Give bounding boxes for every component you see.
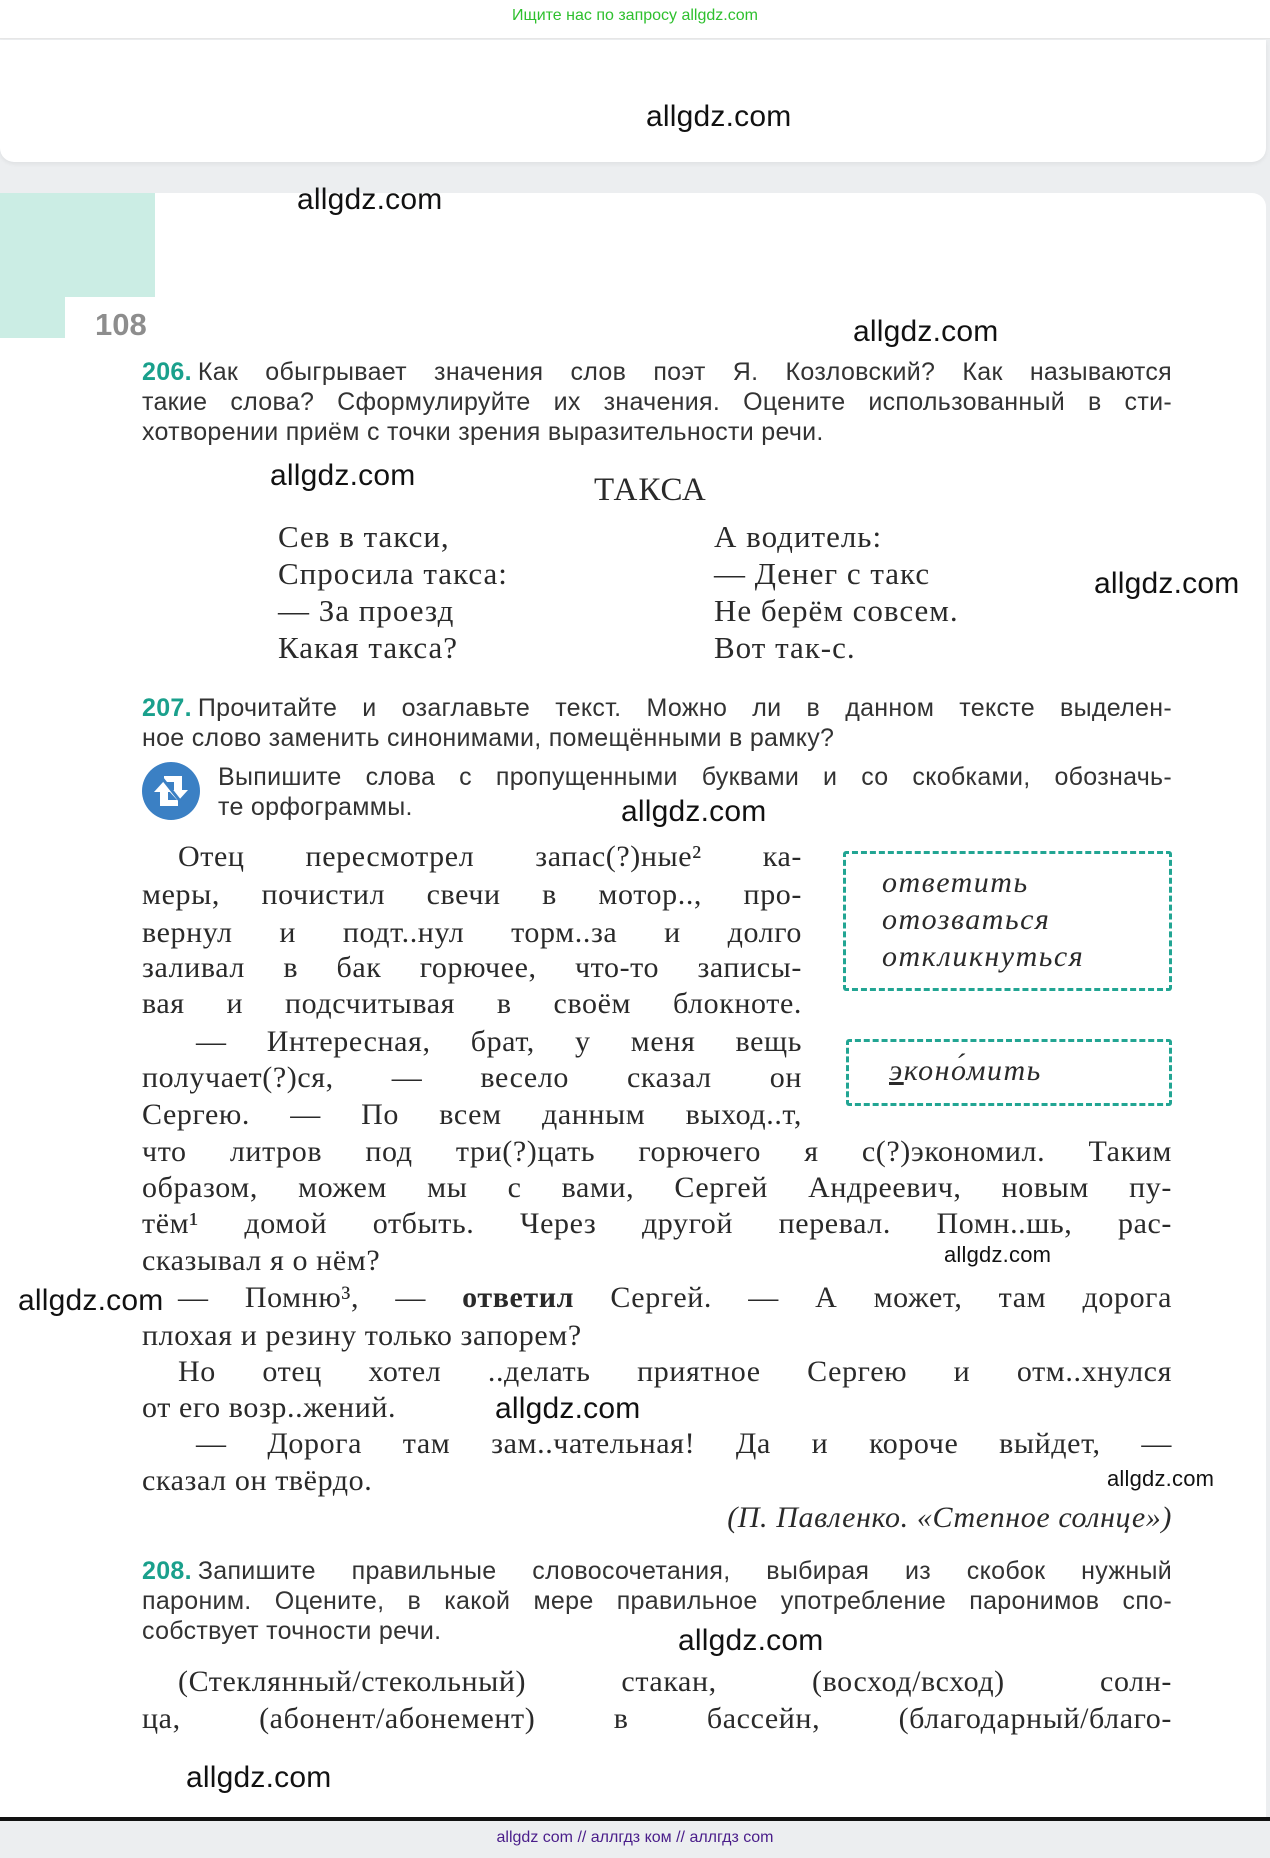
top-banner <box>0 0 1270 39</box>
task-number: 208. <box>142 1557 192 1585</box>
text-line: — Дорога там зам..чательная! Да и короче выйдет, — <box>196 1427 1172 1460</box>
task-line: 208. Запишите правильные словосочетания, выбирая из скобок нужный <box>142 1557 1172 1585</box>
poem-line: Сев в такси, <box>278 519 450 554</box>
footer-text: allgdz com // аллгдз ком // аллгдз com <box>496 1829 774 1846</box>
task-line: собствует точности речи. <box>142 1617 442 1645</box>
poem-line: — За проезд <box>278 593 455 628</box>
synonym-word: откликнуться <box>882 940 1085 973</box>
watermark: allgdz.com <box>678 1624 824 1657</box>
page-corner-decor <box>0 193 155 297</box>
task-208-prompt <box>142 1556 1172 1646</box>
synonym-word: отозваться <box>882 903 1051 936</box>
task-line: 207. Прочитайте и озаглавьте текст. Можно ли в данном тексте выделен- <box>142 694 1172 722</box>
task-line: хотворении приём с точки зрения выразительности речи. <box>142 418 824 446</box>
poem-column-left <box>278 518 508 666</box>
text-line-highlighted: — Помню³, — ответил Сергей. — А может, там дорога <box>178 1281 1172 1314</box>
highlighted-word: ответил <box>462 1281 575 1314</box>
task-line: те орфограммы. <box>218 793 413 821</box>
ad-card <box>0 40 1266 162</box>
repeat-arrows-icon <box>142 762 200 820</box>
text-line: сказал он твёрдо. <box>142 1464 373 1497</box>
text-line: — Интересная, брат, у меня вещь <box>196 1025 802 1058</box>
text-line: Сергею. — По всем данным выход..т, <box>142 1098 802 1131</box>
text-line: меры, почистил свечи в мотор.., про- <box>142 878 802 911</box>
page-number: 108 <box>95 307 147 342</box>
watermark: allgdz.com <box>621 795 767 828</box>
watermark: allgdz.com <box>853 315 999 348</box>
page-corner-decor-tab <box>0 297 65 338</box>
text-line: получает(?)ся, — весело сказал он <box>142 1061 802 1094</box>
synonym-word: ответить <box>882 866 1029 899</box>
text-line: (Стеклянный/стекольный) стакан, (восход/всход) солн- <box>178 1665 1172 1698</box>
accent-word: эконо́мить <box>889 1054 1042 1087</box>
text-line: вая и подсчитывая в своём блокноте. <box>142 987 802 1020</box>
text-line: образом, можем мы с вами, Сергей Андреевич, новым пу- <box>142 1171 1172 1204</box>
text-line: плохая и резину только запорем? <box>142 1319 582 1352</box>
synonym-box <box>843 851 1172 991</box>
poem-line: Не берём совсем. <box>714 593 959 628</box>
poem-line: Спросила такса: <box>278 556 508 591</box>
attribution: (П. Павленко. «Степное солнце») <box>727 1501 1172 1534</box>
task-207-prompt <box>142 693 1172 753</box>
watermark: allgdz.com <box>297 183 443 216</box>
text-line: вернул и подт..нул торм..за и долго <box>142 916 802 949</box>
text-line: что литров под три(?)цать горючего я с(?)экономил. Таким <box>142 1135 1172 1168</box>
watermark: allgdz.com <box>1094 567 1240 600</box>
poem-line: Вот так-с. <box>714 630 856 665</box>
task-line: ное слово заменить синонимами, помещёнными в рамку? <box>142 724 835 752</box>
accent-box <box>846 1039 1172 1106</box>
watermark: allgdz.com <box>18 1284 164 1317</box>
poem-title: ТАКСА <box>594 472 707 508</box>
watermark: allgdz.com <box>646 100 792 133</box>
text-line: ца, (абонент/абонемент) в бассейн, (благодарный/благо- <box>142 1702 1172 1735</box>
text-line: сказывал я о нём? <box>142 1244 381 1277</box>
text-line: Отец пересмотрел запас(?)ные² ка- <box>178 840 802 873</box>
text-line: тём¹ домой отбыть. Через другой перевал. Помн..шь, рас- <box>142 1207 1172 1240</box>
poem-line: А водитель: <box>714 519 883 554</box>
watermark: allgdz.com <box>186 1761 332 1794</box>
text-line: Но отец хотел ..делать приятное Сергею и отм..хнулся <box>178 1355 1172 1388</box>
task-line: пароним. Оцените, в какой мере правильное употребление паронимов спо- <box>142 1587 1172 1615</box>
task-number: 207. <box>142 694 192 722</box>
task-line: такие слова? Сформулируйте их значения. Оцените использованный в сти- <box>142 388 1172 416</box>
text-line: от его возр..жений. <box>142 1391 397 1424</box>
watermark: allgdz.com <box>495 1392 641 1425</box>
poem-line: — Денег с такс <box>714 556 931 591</box>
footer-divider <box>0 1817 1270 1821</box>
poem-column-right <box>714 518 959 666</box>
search-hint-text: Ищите нас по запросу allgdz.com <box>512 7 758 24</box>
task-number: 206. <box>142 358 192 386</box>
watermark: allgdz.com <box>270 459 416 492</box>
poem-line: Какая такса? <box>278 630 459 665</box>
task-207-subprompt <box>218 762 1172 822</box>
watermark: allgdz.com <box>944 1242 1052 1267</box>
task-line: Выпишите слова с пропущенными буквами и со скобками, обозначь- <box>218 763 1172 791</box>
watermark: allgdz.com <box>1107 1466 1215 1491</box>
task-line: 206. Как обыгрывает значения слов поэт Я. Козловский? Как называются <box>142 358 1172 386</box>
text-line: заливал в бак горючее, что-то записы- <box>142 951 802 984</box>
task-206-prompt <box>142 357 1172 447</box>
